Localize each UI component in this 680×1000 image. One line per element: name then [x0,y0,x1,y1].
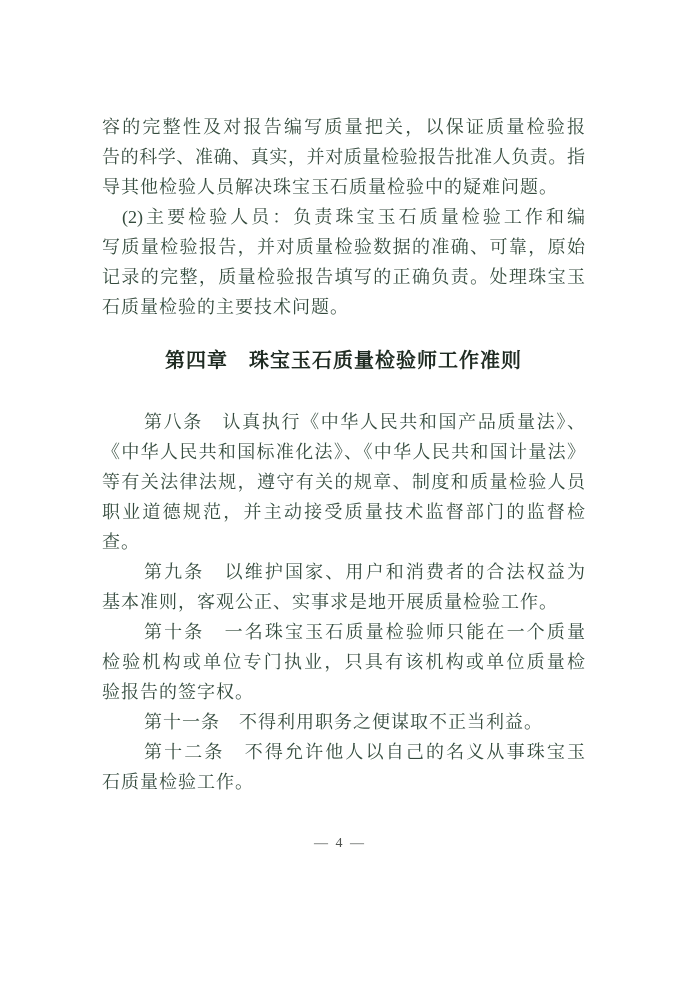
paragraph [102,407,585,557]
text-line: 第八条 认真执行《中华人民共和国产品质量法》、 [144,412,585,432]
text-line: 记录的完整，质量检验报告填写的正确负责。处理珠宝玉 [102,267,585,287]
text-line: 石质量检验的主要技术问题。 [102,297,349,317]
text-line: 第九条 以维护国家、用户和消费者的合法权益为 [144,562,585,582]
text-line: 验报告的签字权。 [102,682,254,702]
text-line: 《中华人民共和国标准化法》、《中华人民共和国计量法》 [102,442,585,462]
paragraph [102,557,585,617]
paragraph [102,707,585,737]
paragraph [102,617,585,707]
text-line: (2)主要检验人员：负责珠宝玉石质量检验工作和编 [122,207,585,227]
text-line: 写质量检验报告，并对质量检验数据的准确、可靠，原始 [102,237,585,257]
paragraph [102,112,585,202]
text-line: 第十一条 不得利用职务之便谋取不正当利益。 [144,712,543,732]
document-body [102,112,585,797]
text-line: 第十二条 不得允许他人以自己的名义从事珠宝玉 [144,742,585,762]
paragraph [102,737,585,797]
text-line: 石质量检验工作。 [102,772,254,792]
text-line: 告的科学、准确、真实，并对质量检验报告批准人负责。指 [102,147,585,167]
text-line: 导其他检验人员解决珠宝玉石质量检验中的疑难问题。 [102,177,558,197]
text-line: 容的完整性及对报告编写质量把关，以保证质量检验报 [102,117,585,137]
text-line: 基本准则，客观公正、实事求是地开展质量检验工作。 [102,592,558,612]
text-line: 第十条 一名珠宝玉石质量检验师只能在一个质量 [144,622,585,642]
text-line: 检验机构或单位专门执业，只具有该机构或单位质量检 [102,652,585,672]
chapter-heading: 第四章 珠宝玉石质量检验师工作准则 [165,350,522,372]
paragraph [102,202,585,322]
text-line: 查。 [102,532,140,552]
text-line: 等有关法律法规，遵守有关的规章、制度和质量检验人员 [102,472,585,492]
text-line: 职业道德规范，并主动接受质量技术监督部门的监督检 [102,502,585,522]
page-footer [0,836,680,852]
page-number: — 4 — [314,836,366,851]
